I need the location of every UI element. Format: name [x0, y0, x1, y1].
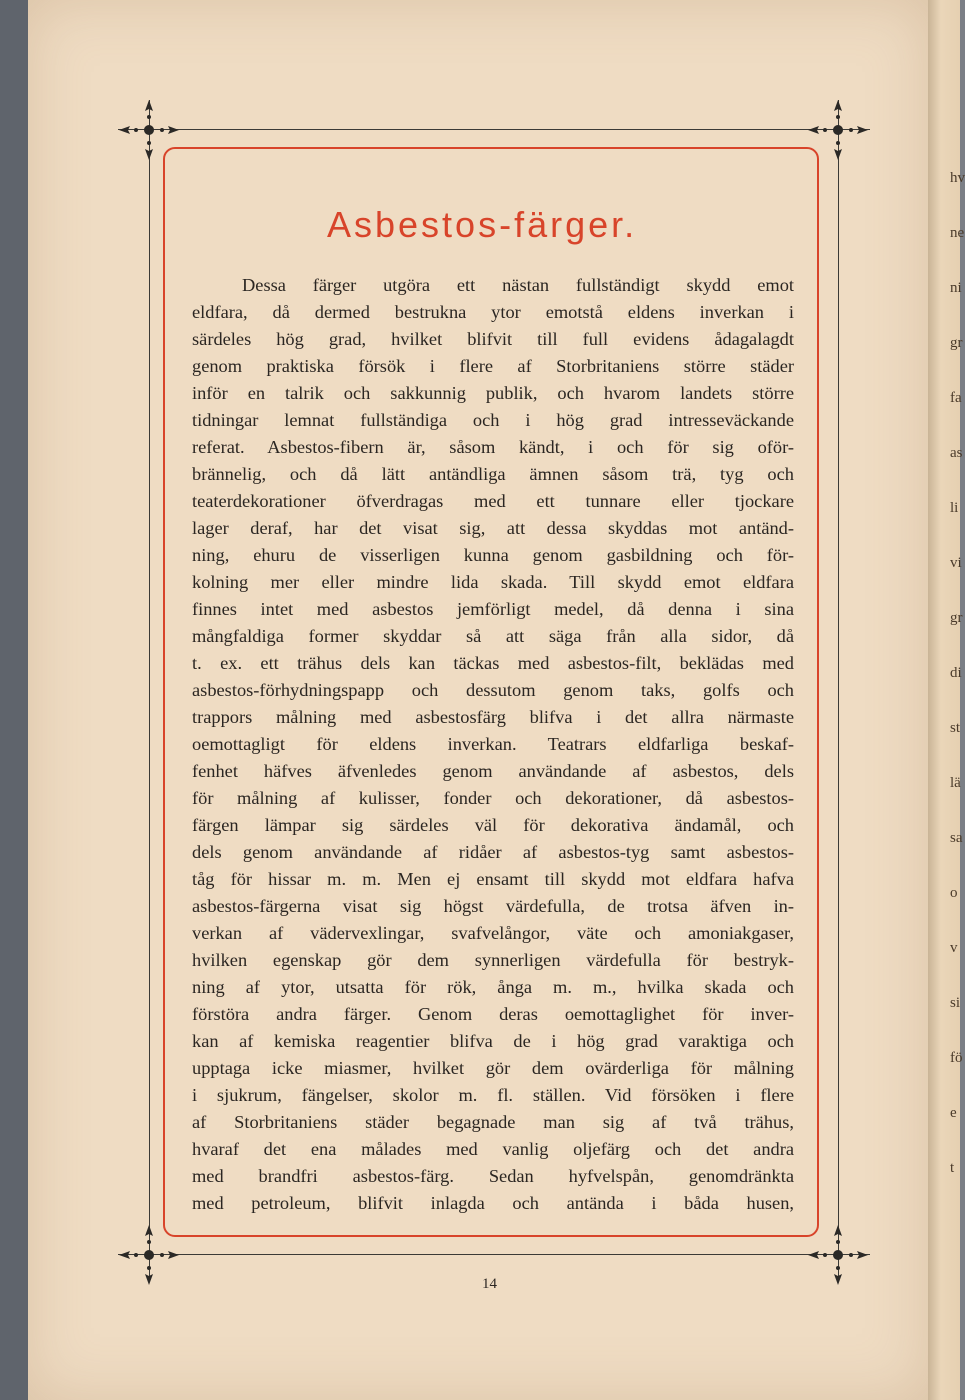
- next-page-fragment: sa: [950, 830, 963, 846]
- text-line: brännelig, och då lätt antändliga ämnen såsom trä, tyg och: [192, 464, 794, 484]
- text-line: referat. Asbestos-fibern är, såsom kändt, i och för sig oför-: [192, 437, 794, 457]
- next-page-fragment: e: [950, 1105, 957, 1121]
- next-page-fragment: di: [950, 665, 962, 681]
- text-line: tåg för hissar m. m. Men ej ensamt till skydd mot eldfara hafva: [192, 869, 794, 889]
- text-line: i sjukrum, fängelser, skolor m. fl. ställen. Vid försöken i flere: [192, 1085, 794, 1105]
- text-line: för målning af kulisser, fonder och dekorationer, då asbestos-: [192, 788, 794, 808]
- text-line: kolning mer eller mindre lida skada. Till skydd emot eldfara: [192, 572, 794, 592]
- text-line: lager deraf, har det visat sig, att dessa skyddas mot antänd-: [192, 518, 794, 538]
- text-line: förstöra andra färger. Genom deras oemottaglighet för inver-: [192, 1004, 794, 1024]
- next-page-fragment: fa: [950, 390, 962, 406]
- text-line: fenhet häfves äfvenledes genom användande af asbestos, dels: [192, 761, 794, 781]
- text-line: färgen lämpar sig särdeles väl för dekorativa ändamål, och: [192, 815, 794, 835]
- rule-right: [838, 100, 839, 1280]
- text-line: med petroleum, blifvit inlagda och antända i båda husen,: [192, 1193, 794, 1213]
- next-page-fragment: gr: [950, 335, 963, 351]
- text-line: verkan af vädervexlingar, svafvelångor, väte och amoniakgaser,: [192, 923, 794, 943]
- text-line: asbestos-förhydningspapp och dessutom genom taks, golfs och: [192, 680, 794, 700]
- text-line: asbestos-färgerna visat sig högst värdefulla, de trotsa äfven in-: [192, 896, 794, 916]
- text-line: inför en talrik och sakkunnig publik, och hvarom landets större: [192, 383, 794, 403]
- text-line: kan af kemiska reagentier blifva de i hög grad varaktiga och: [192, 1031, 794, 1051]
- book-gutter-left: [0, 0, 28, 1400]
- rule-left: [149, 100, 150, 1280]
- next-page-fragment: gr: [950, 610, 963, 626]
- text-line: af Storbritaniens städer begagnade man sig af två trähus,: [192, 1112, 794, 1132]
- page-title: Asbestos-färger.: [327, 204, 638, 245]
- body-text: [192, 272, 794, 1217]
- next-page-fragment: hv: [950, 170, 965, 186]
- next-page-fragment: ne: [950, 225, 965, 241]
- next-page-fragment: st: [950, 720, 961, 736]
- text-line: särdeles hög grad, hvilket blifvit till full evidens ådagalagdt: [192, 329, 794, 349]
- text-line: dels genom användande af ridåer af asbestos-tyg samt asbestos-: [192, 842, 794, 862]
- text-line: hvilken egenskap gör dem synnerligen värdefulla för bestryk-: [192, 950, 794, 970]
- next-page-fragment: v: [950, 940, 958, 956]
- text-line: med brandfri asbestos-färg. Sedan hyfvelspån, genomdränkta: [192, 1166, 794, 1186]
- next-page-fragment: as: [950, 445, 963, 461]
- next-page-fragment: si: [950, 995, 961, 1011]
- rule-bottom: [118, 1254, 870, 1255]
- text-line: trappors målning med asbestosfärg blifva i det allra närmaste: [192, 707, 794, 727]
- text-line: finnes intet med asbestos jemförligt medel, då denna i sina: [192, 599, 794, 619]
- text-line: tidningar lemnat fullständiga och i hög grad intresseväckande: [192, 410, 794, 430]
- text-line: eldfara, då dermed bestrukna ytor emotstå eldens inverkan i: [192, 302, 794, 322]
- text-line: ning, ehuru de visserligen kunna genom gasbildning och för-: [192, 545, 794, 565]
- text-line: Dessa färger utgöra ett nästan fullständigt skydd emot: [242, 275, 794, 295]
- rule-top: [118, 129, 870, 130]
- text-line: mångfaldiga former skyddar så att säga från alla sidor, då: [192, 626, 794, 646]
- text-line: upptaga icke miasmer, hvilket gör dem ovärderliga för målning: [192, 1058, 794, 1078]
- next-page-fragment: vi: [950, 555, 962, 571]
- text-line: ning af ytor, utsatta för rök, ånga m. m., hvilka skada och: [192, 977, 794, 997]
- next-page-fragment: lä: [950, 775, 961, 791]
- next-page-fragment: li: [950, 500, 959, 516]
- text-line: oemottagligt för eldens inverkan. Teatrars eldfarliga beskaf-: [192, 734, 794, 754]
- text-line: hvaraf det ena målades med vanlig oljefärg och det andra: [192, 1139, 794, 1159]
- page-number: 14: [482, 1276, 497, 1292]
- next-page-fragment: fö: [950, 1050, 963, 1066]
- next-page-fragment: o: [950, 885, 958, 901]
- next-page-fragment: t: [950, 1160, 955, 1176]
- text-line: genom praktiska försök i flere af Storbritaniens större städer: [192, 356, 794, 376]
- text-line: t. ex. ett trähus dels kan täckas med asbestos-filt, beklädas med: [192, 653, 794, 673]
- next-page-edge: [928, 0, 965, 1400]
- text-line: teaterdekorationer öfverdragas med ett tunnare eller tjockare: [192, 491, 794, 511]
- next-page-fragment: ni: [950, 280, 962, 296]
